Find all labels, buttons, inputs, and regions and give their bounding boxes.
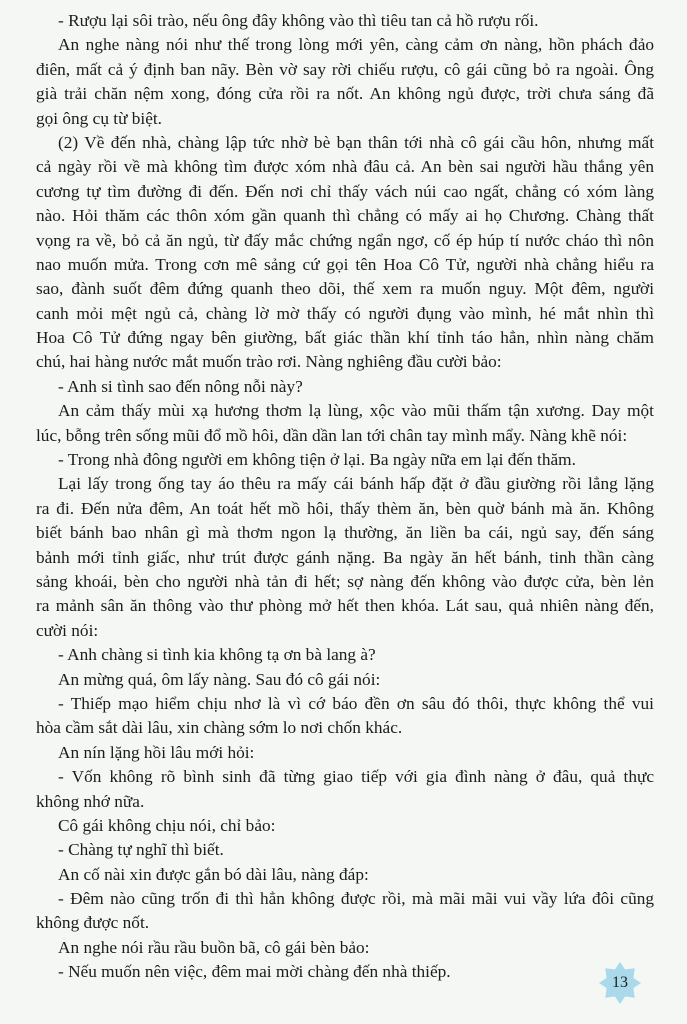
paragraph [36, 863, 654, 887]
paragraph [36, 131, 654, 375]
paragraph [36, 960, 654, 984]
text-line: An nghe nàng nói như thế trong lòng mới yên, càng cảm ơn nàng, hồn phách đảo [58, 35, 654, 55]
text-line: - Anh si tình sao đến nông nỗi này? [58, 376, 303, 396]
text-line: An mừng quá, ôm lấy nàng. Sau đó cô gái nói: [58, 669, 381, 689]
text-line: không nhớ nữa. [36, 791, 145, 811]
text-line: sao, đành suốt đêm đứng quanh theo dõi, thế xem ra muốn nguy. Một đêm, người [36, 279, 654, 299]
paragraph [36, 643, 654, 667]
text-line: - Đêm nào cũng trốn đi thì hẳn không được rồi, mà mãi mãi vui vầy lứa đôi cũng [58, 889, 654, 909]
text-line: không được nốt. [36, 913, 150, 933]
text-line: - Thiếp mạo hiểm chịu nhơ là vì cớ báo đền ơn sâu đó thôi, thực không thể vui [58, 693, 654, 713]
text-line: biết bánh bao nhân gì mà thơm ngon lạ thường, ăn liền ba cái, ngủ say, đến sáng [36, 523, 654, 543]
text-line: (2) Về đến nhà, chàng lập tức nhờ bè bạn thân tới nhà cô gái cầu hôn, nhưng mất [58, 132, 654, 152]
paragraph [36, 33, 654, 131]
text-line: điên, mất cả ý định ban nãy. Bèn vờ say rời chiếu rượu, cô gái cũng bỏ ra ngoài. Ông [36, 59, 654, 79]
paragraph [36, 887, 654, 936]
text-line: An cảm thấy mùi xạ hương thơm lạ lùng, xộc vào mũi thấm tận xương. Day một [58, 401, 654, 421]
text-line: chú, hai hàng nước mắt muốn trào rơi. Nàng nghiêng đầu cười bảo: [36, 352, 502, 372]
text-line: - Anh chàng si tình kia không tạ ơn bà lang à? [58, 645, 376, 665]
paragraph [36, 375, 654, 399]
paragraph [36, 399, 654, 448]
text-line: già trải chăn nệm xong, đóng cửa rồi ra nốt. An không ngủ được, trời chưa sáng đã [36, 84, 654, 104]
text-line: bảnh mới tỉnh giấc, như trút được gánh nặng. Ba ngày ăn hết bánh, tinh thần càng [36, 547, 654, 567]
paragraph [36, 472, 654, 643]
text-line: lúc, bỗng trên sống mũi đổ mồ hôi, dần dần lan tới chân tay mình mẩy. Nàng khẽ nói: [36, 425, 628, 445]
text-line: vọng ra về, bỏ cả ăn ngủ, từ đấy mắc chứng ngẩn ngơ, cố ép húp tí nước cháo thì nôn [36, 230, 654, 250]
paragraph [36, 9, 654, 33]
text-line: - Vốn không rõ bình sinh đã từng giao tiếp với gia đình nàng ở đâu, quả thực [58, 767, 654, 787]
text-line: An cố nài xin được gắn bó dài lâu, nàng đáp: [58, 864, 369, 884]
text-line: cương tự tìm đường đi đến. Đến nơi chỉ thấy vách núi cao ngất, chẳng có xóm làng [36, 181, 654, 201]
text-line: - Chàng tự nghĩ thì biết. [58, 840, 224, 860]
text-line: hòa cầm sắt dài lâu, xin chàng sớm lo nơi chốn khác. [36, 718, 403, 738]
paragraph [36, 448, 654, 472]
text-line: Hoa Cô Tử đứng ngay bên giường, bất giác thần khí tỉnh táo hẳn, nhìn nàng chăm [36, 328, 654, 348]
text-line: ra mảnh sân ăn thông vào thư phòng mở hết then khóa. Lát sau, quả nhiên nàng đến, [36, 596, 654, 616]
text-line: nao muốn mửa. Trong cơn mê sảng cứ gọi tên Hoa Cô Tử, người nhà chẳng hiểu ra [36, 254, 654, 274]
text-line: An nín lặng hồi lâu mới hỏi: [58, 742, 255, 762]
text-line: Lại lấy trong ống tay áo thêu ra mấy cái bánh hấp đặt ở đầu giường rồi lẳng lặng [58, 474, 654, 494]
text-line: sảng khoái, bèn cho người nhà tản đi hết; sợ nàng đến không vào được cửa, bèn lẻn [36, 571, 654, 591]
text-line: cười nói: [36, 620, 99, 640]
text-line: - Trong nhà đông người em không tiện ở lại. Ba ngày nữa em lại đến thăm. [58, 450, 576, 470]
text-line: cả ngày rồi về mà không tìm được xóm nhà đâu cả. An bèn sai người hầu thắng yên [36, 157, 654, 177]
body-text [36, 9, 654, 985]
text-line: - Rượu lại sôi trào, nếu ông đây không vào thì tiêu tan cả hồ rượu rối. [58, 11, 539, 30]
paragraph [36, 838, 654, 862]
text-line: - Nếu muốn nên việc, đêm mai mời chàng đến nhà thiếp. [58, 962, 451, 982]
paragraph [36, 814, 654, 838]
text-line: An nghe nói rầu rầu buồn bã, cô gái bèn bảo: [58, 937, 370, 957]
text-line: canh mỏi mệt ngủ cả, chàng lờ mờ thấy có người đụng vào mình, hé mắt nhìn thì [36, 303, 654, 323]
paragraph [36, 668, 654, 692]
paragraph [36, 741, 654, 765]
text-line: Cô gái không chịu nói, chỉ bảo: [58, 815, 276, 835]
paragraph [36, 765, 654, 814]
paragraph [36, 692, 654, 741]
page-number: 13 [612, 974, 628, 991]
paragraph [36, 936, 654, 960]
text-line: gọi ông cụ từ biệt. [36, 108, 162, 128]
text-line: nào. Hỏi thăm các thôn xóm gần quanh thì chẳng có mấy ai họ Chương. Chàng thất [36, 206, 654, 226]
text-line: ra đi. Đến nửa đêm, An toát hết mồ hôi, thấy thèm ăn, bèn quờ bánh mà ăn. Không [36, 498, 654, 518]
